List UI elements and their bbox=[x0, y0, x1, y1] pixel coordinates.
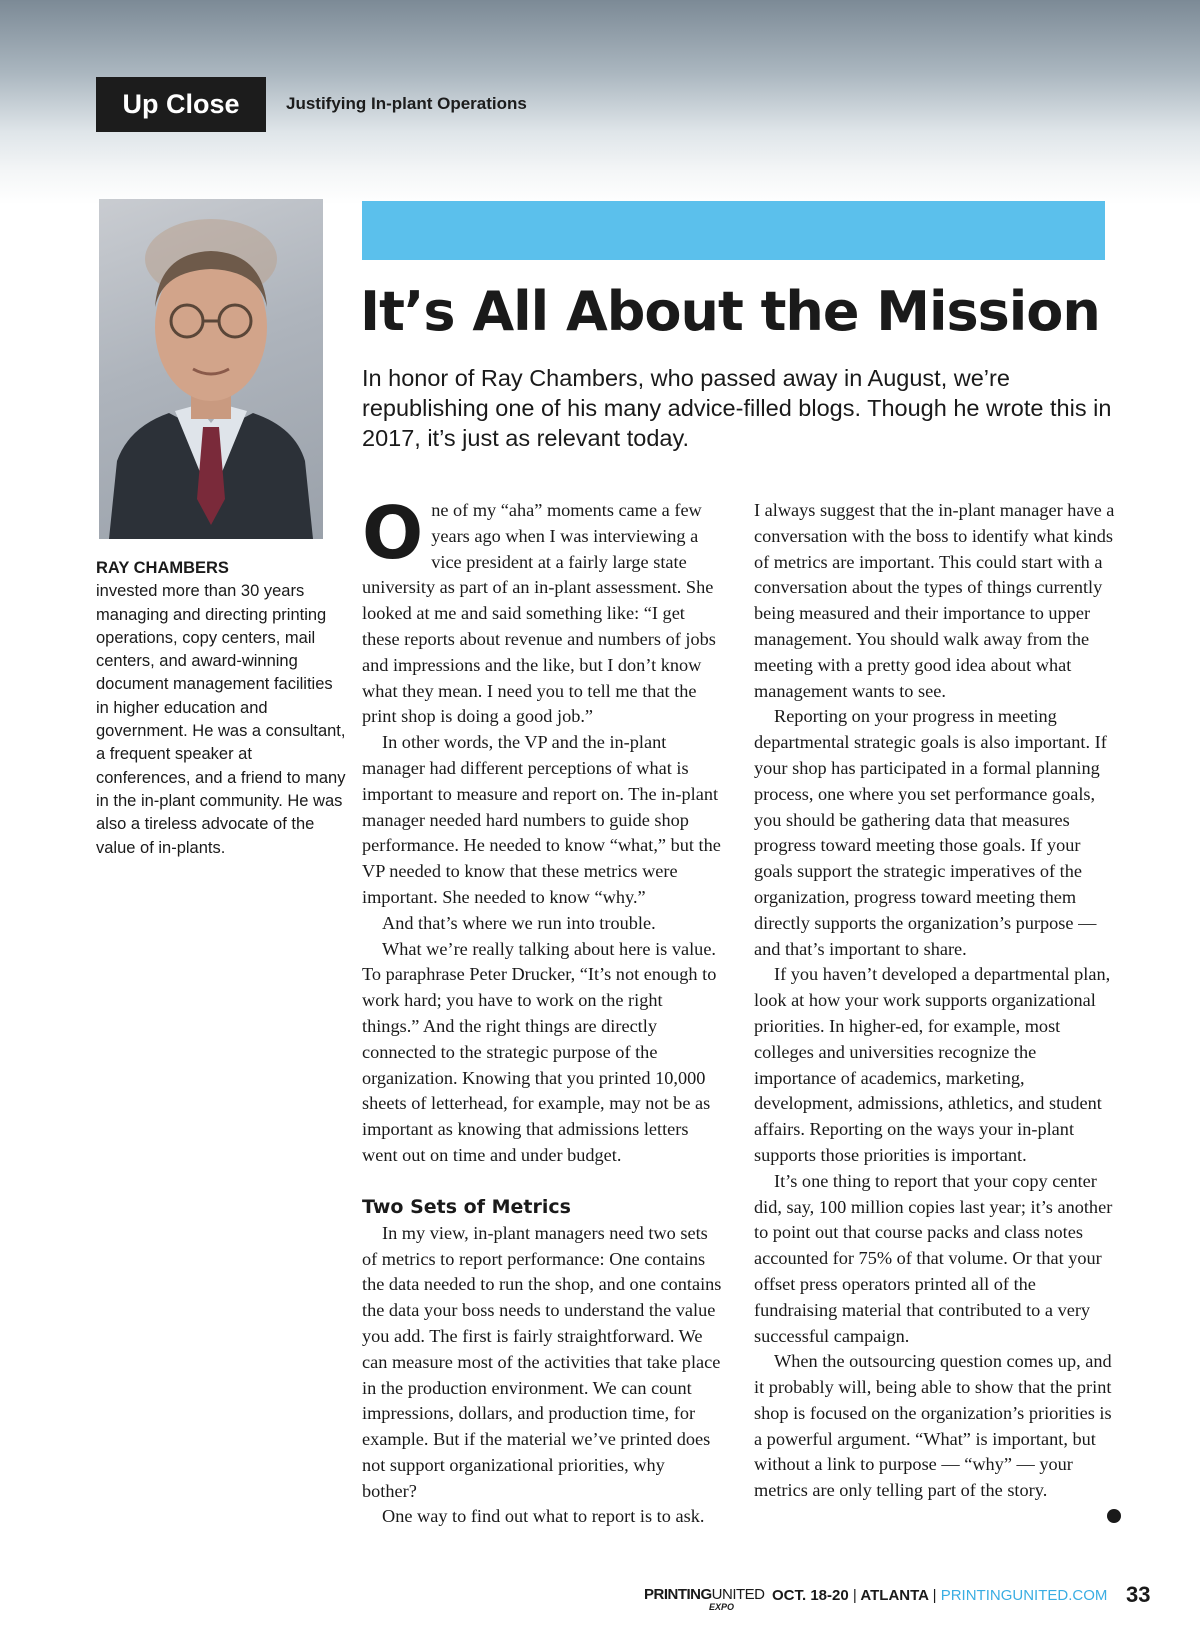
event-city: ATLANTA bbox=[860, 1587, 929, 1604]
printing-united-logo bbox=[644, 1586, 764, 1620]
article-column-2 bbox=[754, 498, 1116, 1504]
article-headline: It’s All About the Mission bbox=[360, 280, 1100, 343]
paragraph: Reporting on your progress in meeting departmental strategic goals is also important. If your shop has participated in a formal planning process, one where you set performance goals, you should be gathering data that measures progress toward meeting those goals. If your goals support the strategic imperatives of the organization, progress toward meeting them directly supports the organization’s purpose — and that’s important to share. bbox=[754, 706, 1107, 959]
paragraph: In other words, the VP and the in-plant manager had different perceptions of what is important to measure and report on. The in-plant manager needed hard numbers to guide shop performance. He needed to know “what,” but the VP needed to know that these metrics were important. She needed to know “why.” bbox=[362, 732, 721, 907]
logo-bold-text: PRINTING bbox=[644, 1586, 712, 1603]
section-subtitle: Justifying In-plant Operations bbox=[286, 94, 527, 113]
author-name: RAY CHAMBERS bbox=[96, 559, 229, 577]
event-url-link[interactable]: PRINTINGUNITED.COM bbox=[940, 1587, 1108, 1604]
paragraph: When the outsourcing question comes up, and it probably will, being able to show that the print shop is focused on the organization’s priorities is a powerful argument. “What” is important, but without a link to purpose — “why” — your metrics are only telling part of the story. bbox=[754, 1351, 1112, 1501]
drop-cap: O bbox=[362, 491, 424, 575]
logo-expo-text: EXPO bbox=[709, 1602, 735, 1612]
author-photo bbox=[99, 199, 323, 539]
paragraph: ne of my “aha” moments came a few years ago when I was interviewing a vice president at a fairly large state university as part of an in-plant assessment. She looked at me and said something like: “I get these reports about revenue and numbers of jobs and impressions and the like, but I don’t know what they mean. I need you to tell me that the print shop is doing a good job.” bbox=[362, 500, 716, 727]
event-info bbox=[772, 1586, 1107, 1606]
paragraph: What we’re really talking about here is value. To paraphrase Peter Drucker, “It’s not enough to work hard; you have to work on the right things.” And the right things are directly connected to the strategic purpose of the organization. Knowing that you printed 10,000 sheets of letterhead, for example, may not be as important as knowing that admissions letters went out on time and under budget. bbox=[362, 938, 717, 1165]
subhead: Two Sets of Metrics bbox=[362, 1195, 571, 1218]
author-bio bbox=[96, 557, 346, 860]
end-mark-icon bbox=[1107, 1509, 1121, 1523]
separator: | bbox=[932, 1587, 937, 1604]
author-bio-text: invested more than 30 years managing and directing printing operations, copy centers, mail centers, and award-winning document management facilities in higher education and government. He was a consultant, a frequent speaker at conferences, and a friend to many in the in-plant community. He was also a tireless advocate of the value of in-plants. bbox=[96, 582, 346, 857]
article-column-1 bbox=[362, 491, 724, 1530]
paragraph: I always suggest that the in-plant manager have a conversation with the boss to identify what kinds of metrics are important. This could start with a conversation about the types of things currently being measured and their importance to upper management. You should walk away from the meeting with a pretty good idea about what management wants to see. bbox=[754, 500, 1115, 701]
logo-light-text: UNITED bbox=[711, 1586, 765, 1603]
event-dates: OCT. 18-20 bbox=[772, 1587, 849, 1604]
paragraph: If you haven’t developed a departmental plan, look at how your work supports organizational priorities. In higher-ed, for example, most colleges and universities recognize the importance of academics, marketing, development, admissions, athletics, and student affairs. Reporting on the ways your in-plant supports those priorities is important. bbox=[754, 964, 1111, 1165]
article-deck: In honor of Ray Chambers, who passed away in August, we’re republishing one of his many advice-filled blogs. Though he wrote this in 2017, it’s just as relevant today. bbox=[362, 365, 1112, 451]
separator: | bbox=[852, 1587, 857, 1604]
section-tag: Up Close bbox=[96, 77, 266, 132]
headline-accent-bar bbox=[362, 201, 1105, 260]
page-number: 33 bbox=[1126, 1582, 1151, 1607]
paragraph: And that’s where we run into trouble. bbox=[382, 912, 656, 933]
paragraph: In my view, in-plant managers need two sets of metrics to report performance: One contains the data needed to run the shop, and one contains the data your boss needs to understand the value you add. The first is fairly straightforward. We can measure most of the activities that take place in the production environment. We can count impressions, dollars, and production time, for example. But if the material we’ve printed does not support organizational priorities, why bother? bbox=[362, 1222, 722, 1501]
paragraph: It’s one thing to report that your copy center did, say, 100 million copies last year; it’s another to point out that course packs and class notes accounted for 75% of that volume. Or that your offset press operators printed all of the fundraising material that contributed to a very successful campaign. bbox=[754, 1170, 1113, 1346]
page-footer bbox=[644, 1586, 1164, 1620]
paragraph: One way to find out what to report is to ask. bbox=[382, 1506, 705, 1527]
